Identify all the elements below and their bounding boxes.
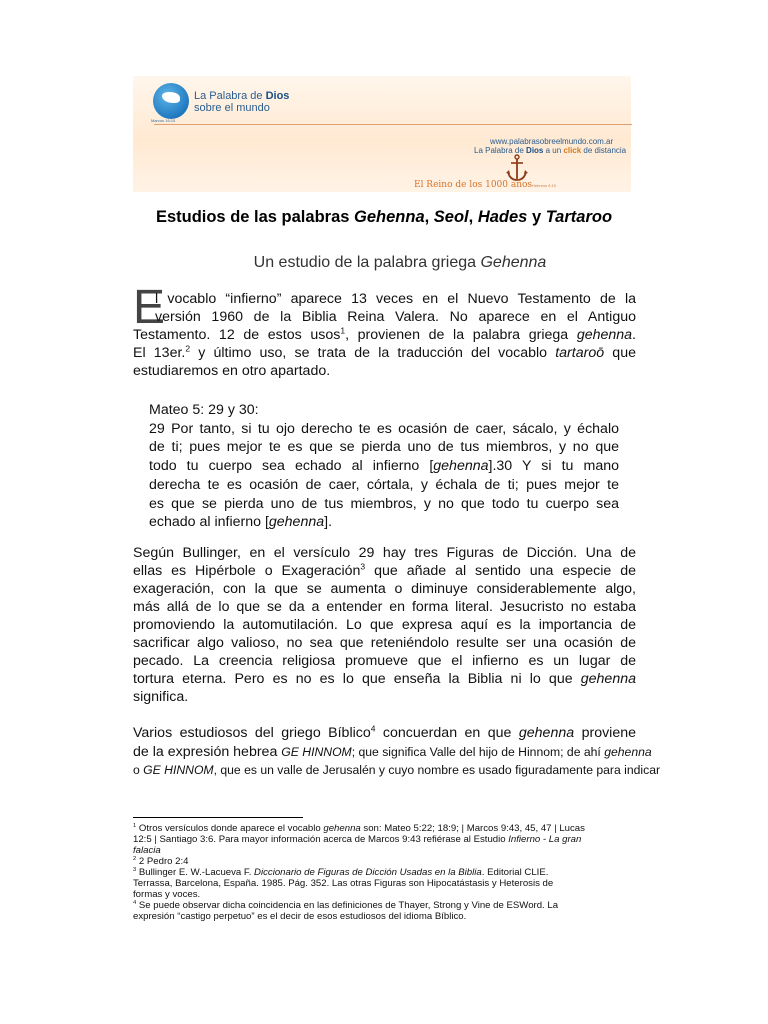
text-line: tortura eterna. Pero es no es lo que enseña la Biblia ni lo que gehenna xyxy=(133,671,636,687)
footnote-4-cont: expresión “castigo perpetuo” es el decir de esos estudiosos del idioma Bíblico. xyxy=(133,911,467,922)
footnote-3: $^3$ Bullinger E. W.-Lacueva F. Diccionario de Figuras de Dicción Usadas en la Biblia. Editorial CLIE. xyxy=(133,866,549,878)
text-line: exageración, con la que se aumenta o diminuye considerablemente algo, xyxy=(133,581,636,597)
text-line: significa. xyxy=(133,689,189,705)
text-line: derecha te es ocasión de caer, córtala, y échala de ti; pues mejor te xyxy=(149,476,619,493)
reino-reference: Hebreos 6:19 xyxy=(532,183,557,188)
brand-name: La Palabra de Dios xyxy=(194,90,290,102)
text-line: El 13er.$^2$ y último uso, se trata de la traducción del vocablo tartaroō que xyxy=(133,343,636,361)
paragraph-hinnom xyxy=(133,723,661,780)
footnotes xyxy=(133,823,636,922)
site-slogan: La Palabra de Dios a un click de distancia xyxy=(474,146,627,155)
banner-divider xyxy=(154,124,632,125)
brand-tagline: sobre el mundo xyxy=(194,102,270,114)
footnote-1: $^1$ Otros versículos donde aparece el vocablo gehenna son: Mateo 5:22; 18:9; | Marcos 9:43, 45, 47 | Lucas xyxy=(133,822,585,834)
text-line: de la expresión hebrea GE HINNOM; que significa Valle del hijo de Hinnom; de ahí gehenna xyxy=(133,743,652,760)
drop-cap: E xyxy=(133,281,166,334)
page-title: Estudios de las palabras Gehenna, Seol, Hades y Tartaroo xyxy=(155,208,613,226)
text-line: o GE HINNOM, que es un valle de Jerusalén y cuyo nombre es usado figuradamente para indicar xyxy=(133,763,661,777)
text-line: pecado. La creencia religiosa promueve que el infierno es un lugar de xyxy=(133,653,636,669)
text-line: es que se pierda uno de tus miembros, y no que todo tu cuerpo sea xyxy=(149,495,619,512)
text-line: de ti; pues mejor te es que se pierda uno de tus miembros, y no que xyxy=(149,439,619,456)
text-line: 29 Por tanto, si tu ojo derecho te es ocasión de caer, sácalo, y échalo xyxy=(149,420,619,437)
page-subtitle: Un estudio de la palabra griega Gehenna xyxy=(253,254,547,271)
text-line: versión 1960 de la Biblia Reina Valera. No aparece en el Antiguo xyxy=(155,309,636,325)
footnote-divider xyxy=(133,817,303,818)
footnote-2: $^2$ 2 Pedro 2:4 xyxy=(133,855,189,867)
text-line: promoviendo la automutilación. Lo que expresa aquí es la importancia de xyxy=(133,617,636,633)
paragraph-bullinger xyxy=(133,544,636,706)
text-line: más allá de lo que se da a entender en forma literal. Jesucristo no estaba xyxy=(133,599,636,615)
footnote-3-end: formas y voces. xyxy=(133,889,201,900)
text-line: echado al infierno [gehenna]. xyxy=(149,514,333,531)
footnote-1-end: falacia xyxy=(133,845,161,856)
text-line: Varios estudiosos del griego Bíblico$^4$ concuerdan en que gehenna proviene xyxy=(133,723,636,741)
text-line: sacrificar algo valioso, no sea que reteniéndolo resulte ser una ocasión de xyxy=(133,635,636,651)
scripture-quote xyxy=(149,401,619,532)
quote-reference: Mateo 5: 29 y 30: xyxy=(149,402,259,418)
paragraph-intro xyxy=(133,326,636,380)
footnote-3-cont: Terrassa, Barcelona, España. 1985. Pág. 352. Las otras Figuras son Hipocatástasis y Heterosis de xyxy=(133,878,554,889)
text-line: ellas es Hipérbole o Exageración$^3$ que añade al sentido una especie de xyxy=(133,561,636,579)
site-url-link[interactable]: www.palabrasobreelmundo.com.ar xyxy=(490,137,614,146)
text-line: l vocablo “infierno” aparece 13 veces en el Nuevo Testamento de la xyxy=(155,291,636,307)
reino-caption: El Reino de los 1000 años xyxy=(414,180,533,190)
text-line: Testamento. 12 de estos usos$^1$, provienen de la palabra griega gehenna. xyxy=(133,325,636,343)
footnote-1-cont: 12:5 | Santiago 3:6. Para mayor información acerca de Marcos 9:43 refiérase al Estudio Infierno - La gran xyxy=(133,834,582,845)
text-line: Según Bullinger, en el versículo 29 hay tres Figuras de Dicción. Una de xyxy=(133,545,636,561)
text-line: estudiaremos en otro apartado. xyxy=(133,363,331,379)
footnote-4: $^4$ Se puede observar dicha coincidencia en las definiciones de Thayer, Strong y Vine de ESWord. La xyxy=(133,899,559,911)
anchor-icon xyxy=(505,154,529,182)
paragraph-intro-top xyxy=(155,290,636,326)
text-line: todo tu cuerpo sea echado al infierno [gehenna].30 Y si tu mano xyxy=(149,458,619,475)
logo-tag: Marcos 16:15 xyxy=(151,118,176,123)
